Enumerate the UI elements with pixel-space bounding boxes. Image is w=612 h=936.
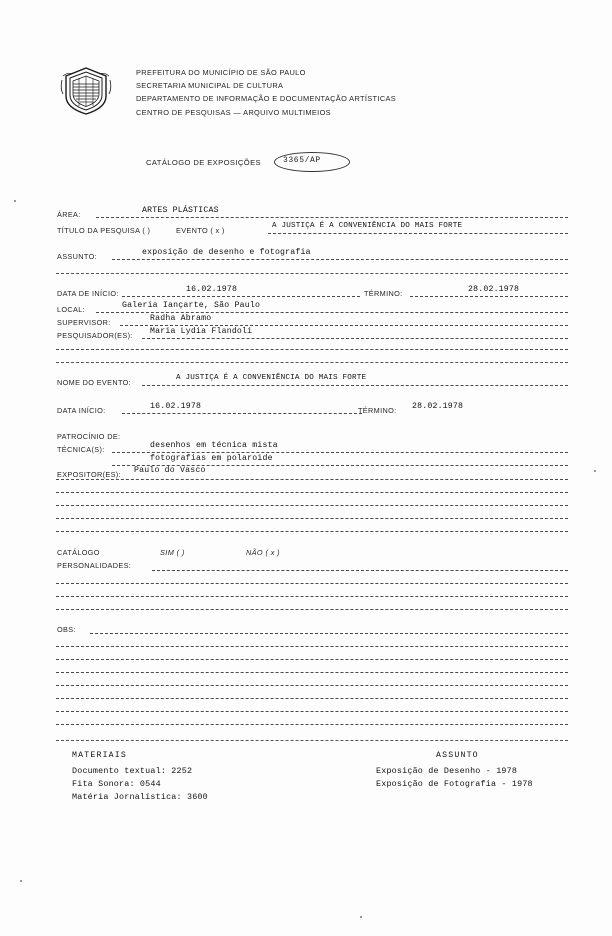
expositores-label: EXPOSITOR(ES): <box>57 470 121 479</box>
obs-rule-3 <box>56 659 568 660</box>
pesquisadores-value: Maria Lydia Flandoli <box>150 327 253 336</box>
assunto-rule <box>112 259 568 260</box>
titulo-value: A JUSTIÇA É A CONVENIÊNCIA DO MAIS FORTE <box>272 222 463 230</box>
catalogo-nao-option[interactable]: NÃO ( x ) <box>246 548 281 557</box>
obs-rule-2 <box>56 646 568 647</box>
materiais-title: MATERIAIS <box>72 751 128 760</box>
personalidades-rule-3 <box>56 596 568 597</box>
document-header <box>60 62 560 119</box>
catalog-code-text: 3365/AP <box>283 156 321 165</box>
scan-speckle <box>594 470 596 472</box>
materiais-item-3: Matéria Jornalística: 3600 <box>72 792 208 802</box>
assunto-value: exposição de desenho e fotografia <box>142 248 311 257</box>
obs-rule-5 <box>56 685 568 686</box>
tecnicas-value-2: fotografias em polaroide <box>150 454 273 463</box>
materiais-item-1: Documento textual: 2252 <box>72 766 193 776</box>
header-org-lines <box>136 62 396 119</box>
separator-2 <box>56 362 568 363</box>
termino2-label: TÉRMINO: <box>358 406 397 415</box>
obs-rule-1 <box>90 633 568 634</box>
separator-3 <box>56 740 568 741</box>
tecnicas-rule-1 <box>112 452 568 453</box>
tecnicas-label: TÉCNICA(S): <box>57 445 105 454</box>
expositores-value: Paulo do Vasco <box>134 466 206 475</box>
local-value: Galeria Iançarte, São Paulo <box>122 301 261 310</box>
org-line-2: SECRETARIA MUNICIPAL DE CULTURA <box>136 81 284 91</box>
supervisor-value: Radha Abramo <box>150 314 212 323</box>
nome-evento-rule <box>142 385 568 386</box>
assunto-item-1: Exposição de Desenho - 1978 <box>376 766 518 776</box>
expositores-rule-5 <box>56 531 568 532</box>
termino-label: TÉRMINO: <box>364 289 403 298</box>
personalidades-rule-4 <box>56 609 568 610</box>
area-rule <box>96 217 568 218</box>
assunto-item-2: Exposição de Fotografia - 1978 <box>376 779 533 789</box>
org-line-1: PREFEITURA DO MUNICÍPIO DE SÃO PAULO <box>136 68 306 77</box>
data-inicio-rule <box>122 296 360 297</box>
pesquisadores-rule-2 <box>56 349 568 350</box>
evento-label: EVENTO ( x ) <box>176 226 225 235</box>
personalidades-label: PERSONALIDADES: <box>57 561 132 570</box>
data-inicio2-value: 16.02.1978 <box>150 402 202 411</box>
termino2-value: 28.02.1978 <box>412 402 464 411</box>
catalogo-label: CATÁLOGO <box>57 548 100 557</box>
expositores-rule-1 <box>56 479 568 480</box>
titulo-rule <box>268 233 568 234</box>
area-label: ÁREA: <box>57 210 81 219</box>
org-line-3: DEPARTAMENTO DE INFORMAÇÃO E DOCUMENTAÇÃO ARTÍSTICAS <box>136 94 397 104</box>
titulo-label: TÍTULO DA PESQUISA ( ) <box>57 226 151 235</box>
personalidades-rule-1 <box>152 570 568 571</box>
nome-evento-label: NOME DO EVENTO: <box>57 378 132 387</box>
city-crest-icon <box>60 62 112 118</box>
expositores-rule-2 <box>56 492 568 493</box>
data-inicio2-label: DATA INÍCIO: <box>57 406 106 415</box>
pesquisadores-rule <box>142 338 568 339</box>
termino-rule <box>410 296 568 297</box>
patrocinio-label: PATROCÍNIO DE: <box>57 432 121 441</box>
termino-value: 28.02.1978 <box>468 285 520 294</box>
catalog-code <box>274 152 350 172</box>
materiais-item-2: Fita Sonora: 0544 <box>72 779 161 789</box>
obs-rule-8 <box>56 724 568 725</box>
obs-rule-4 <box>56 672 568 673</box>
pesquisadores-label: PESQUISADOR(ES): <box>57 331 133 340</box>
org-line-4: CENTRO DE PESQUISAS — ARQUIVO MULTIMEIOS <box>136 107 331 117</box>
scan-speckle <box>360 916 362 918</box>
data-inicio-value: 16.02.1978 <box>186 285 238 294</box>
personalidades-rule-2 <box>56 583 568 584</box>
nome-evento-value: A JUSTIÇA É A CONVENIÊNCIA DO MAIS FORTE <box>176 374 367 382</box>
obs-rule-7 <box>56 711 568 712</box>
scan-speckle <box>14 200 16 202</box>
supervisor-label: SUPERVISOR: <box>57 318 111 327</box>
local-label: LOCAL: <box>57 305 86 314</box>
data-inicio-label: DATA DE INÍCIO: <box>57 289 119 298</box>
expositores-rule-3 <box>56 505 568 506</box>
tecnicas-value-1: desenhos em técnica mista <box>150 441 278 450</box>
catalogo-sim-option[interactable]: SIM ( ) <box>160 548 185 557</box>
area-value: ARTES PLÁSTICAS <box>142 206 219 215</box>
assunto-label: ASSUNTO: <box>57 252 97 261</box>
obs-label: OBS: <box>57 625 76 634</box>
scan-speckle <box>20 880 22 882</box>
local-rule <box>96 312 568 313</box>
catalog-title: CATÁLOGO DE EXPOSIÇÕES <box>146 158 261 167</box>
expositores-rule-4 <box>56 518 568 519</box>
data-inicio2-rule <box>122 413 362 414</box>
obs-rule-6 <box>56 698 568 699</box>
supervisor-rule <box>120 325 568 326</box>
assunto-title: ASSUNTO <box>436 751 479 760</box>
separator-1 <box>56 273 568 274</box>
